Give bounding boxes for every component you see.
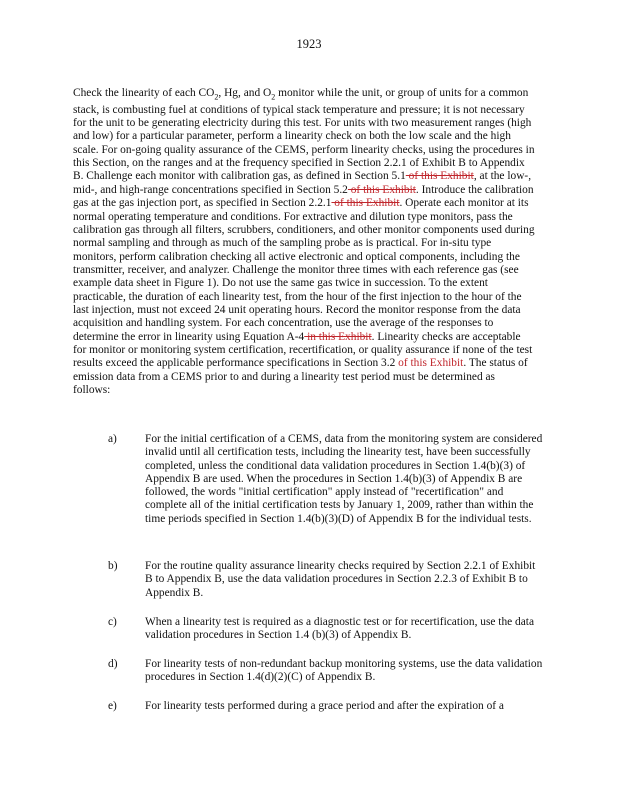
inserted-text: of this Exhibit xyxy=(395,357,464,370)
deleted-text: of this Exhibit xyxy=(405,170,474,183)
item-text: For linearity tests of non-redundant backup monitoring systems, use the data validation procedures in Section 1.4(d)(2)(C) of Appendix B. xyxy=(145,658,543,684)
page-number: 1923 xyxy=(296,37,322,51)
intro-text: . Linearity checks are acceptable for monitor or monitoring system certification, recertification, or quality assurance if none of the test results exceed the applicable performance specifications in Section 3.2 xyxy=(73,330,533,370)
intro-text: Check the linearity of each CO xyxy=(73,87,215,99)
intro-text: , Hg, and O xyxy=(218,87,272,99)
item-text: For linearity tests performed during a grace period and after the expiration of a xyxy=(145,700,504,712)
item-label: a) xyxy=(108,433,117,445)
intro-text: , at the low-, mid-, and high-range concentrations specified in Section 5.2 xyxy=(73,170,532,196)
item-text: When a linearity test is required as a diagnostic test or for recertification, use the data validation procedures in Section 1.4 (b)(3) of Appendix B. xyxy=(145,616,535,642)
item-label: b) xyxy=(108,560,118,572)
intro-text: monitor while the unit, or group of units for a common stack, is combusting fuel at conditions of typical stack temperature and pressure; it is not necessary for the unit to be generating electricity during this test. For units with two measurement ranges (high and low) for a particular parameter, perform a linearity check on both the low scale and the high scale. For on-going quality assurance of the CEMS, perform linearity checks, using the procedures in this Section, on the ranges and at the frequency specified in Section 2.2.1 of Exhibit B to Appendix B. Challenge each monitor with calibration gas, as defined in Section 5.1 xyxy=(73,87,535,183)
subscript: 2 xyxy=(214,92,219,102)
deleted-text: of this Exhibit xyxy=(347,183,416,196)
deleted-text: of this Exhibit xyxy=(331,197,400,210)
item-label: d) xyxy=(108,658,118,670)
item-text: For the routine quality assurance linearity checks required by Section 2.2.1 of Exhibit B to Appendix B, use the data validation procedures in Section 2.2.3 of Exhibit B to Appendix B. xyxy=(145,560,536,599)
deleted-text: in this Exhibit xyxy=(304,330,372,343)
intro-text: . Introduce the calibration gas at the gas injection port, as specified in Section 2.2.1 xyxy=(73,183,534,210)
item-text: For the initial certification of a CEMS, data from the monitoring system are considered invalid until all certification tests, including the linearity test, have been successfully completed, unless the conditional data validation procedures in Section 1.4(b)(3) of Appendix B are used. When the procedures in Section 1.4(b)(3) of Appendix B are followed, the words "initial certification" apply instead of "recertification" and complete all of the initial certification tests by January 1, 2009, rather than within the time periods specified in Section 1.4(b)(3)(D) of Appendix B for the individual tests. xyxy=(145,433,543,525)
subscript: 2 xyxy=(271,92,276,102)
intro-text: . The status of emission data from a CEMS prior to and during a linearity test period must be determined as follows: xyxy=(73,357,528,397)
intro-text: . Operate each monitor at its normal operating temperature and conditions. For extractive and dilution type monitors, pass the calibration gas through all filters, scrubbers, conditioners, and other monitor components used during normal sampling and through as much of the sampling probe as is practical. For in-situ type monitors, perform calibration checking all active electronic and optical components, including the transmitter, receiver, and analyzer. Challenge the monitor three times with each reference gas (see example data sheet in Figure 1). Do not use the same gas twice in succession. To the extent practicable, the duration of each linearity test, from the hour of the first injection to the hour of the last injection, must not exceed 24 unit operating hours. Record the monitor response from the data acquisition and handling system. For each concentration, use the average of the responses to determine the error in linearity using Equation A-4 xyxy=(73,197,535,343)
item-label: e) xyxy=(108,700,117,712)
intro-paragraph xyxy=(73,87,535,398)
item-label: c) xyxy=(108,616,117,628)
